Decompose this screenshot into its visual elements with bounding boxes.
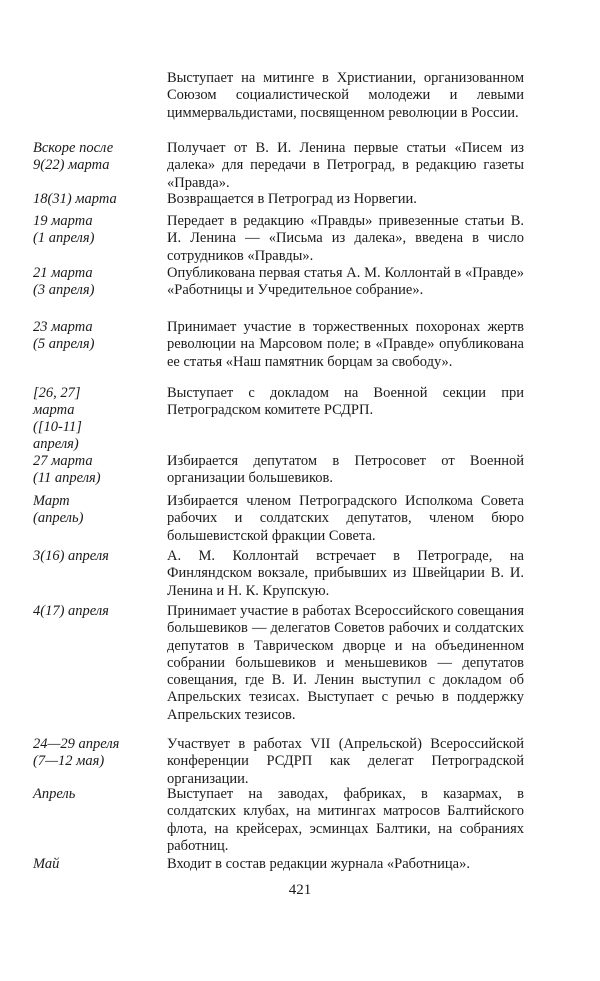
entry-text: Принимает участие в работах Всероссийского совещания большевиков — делегатов Советов рабочих и солдатских депутатов в Таврическом дворце и на объединенном собрании большевиков и меньшевиков — депутатов совещания, где В. И. Ленин выступил с докладом об Апрельских тезисах. Выступает с речью в поддержку Апрельских тезисов. [167, 603, 524, 723]
entry-date: [26, 27] марта ([10-11] апреля) [33, 385, 82, 452]
entry-text: Участвует в работах VII (Апрельской) Всероссийской конференции РСДРП как делегат Петроградской организации. [167, 736, 524, 787]
entry-date: 23 марта (5 апреля) [33, 319, 95, 352]
entry-date: 19 марта (1 апреля) [33, 213, 95, 246]
entry-date: Май [33, 856, 60, 872]
entry-text: А. М. Коллонтай встречает в Петрограде, на Финляндском вокзале, прибывших из Швейцарии В. И. Ленина и Н. К. Крупскую. [167, 548, 524, 599]
entry-text: Опубликована первая статья А. М. Коллонтай в «Правде» «Работницы и Учредительное собрание». [167, 265, 524, 299]
entry-date: 21 марта (3 апреля) [33, 265, 95, 298]
entry-text: Избирается членом Петроградского Исполкома Совета рабочих и солдатских депутатов, членом бюро большевистской фракции Совета. [167, 493, 524, 544]
entry-text: Принимает участие в торжественных похоронах жертв революции на Марсовом поле; в «Правде» опубликована ее статья «Наш памятник борцам за свободу». [167, 319, 524, 370]
entry-text: Выступает на заводах, фабриках, в казармах, в солдатских клубах, на митингах матросов Балтийского флота, на крейсерах, эсминцах Балтики, на собраниях работниц. [167, 786, 524, 854]
entry-text: Выступает с докладом на Военной секции при Петроградском комитете РСДРП. [167, 385, 524, 419]
entry-date: 4(17) апреля [33, 603, 109, 619]
entry-text: Входит в состав редакции журнала «Работница». [167, 856, 470, 872]
entry-date: 27 марта (11 апреля) [33, 453, 101, 486]
entry-date: Вскоре после 9(22) марта [33, 140, 114, 173]
page-number: 421 [288, 882, 312, 898]
entry-text: Передает в редакцию «Правды» привезенные статьи В. И. Ленина — «Письма из далека», введена в число сотрудников «Правды». [167, 213, 524, 264]
entry-date: Апрель [33, 786, 76, 802]
entry-date: 24—29 апреля (7—12 мая) [33, 736, 120, 769]
entry-date: 18(31) марта [33, 191, 117, 207]
entry-date: Март (апрель) [33, 493, 84, 526]
entry-text: Получает от В. И. Ленина первые статьи «Писем из далека» для передачи в Петроград, в редакцию газеты «Правда». [167, 140, 524, 191]
entry-text: Возвращается в Петроград из Норвегии. [167, 191, 417, 207]
entry-date: 3(16) апреля [33, 548, 109, 564]
entry-text: Избирается депутатом в Петросовет от Военной организации большевиков. [167, 453, 524, 487]
entry-text: Выступает на митинге в Христиании, организованном Союзом социалистической молодежи и левыми циммервальдистами, посвященном революции в России. [167, 70, 524, 121]
